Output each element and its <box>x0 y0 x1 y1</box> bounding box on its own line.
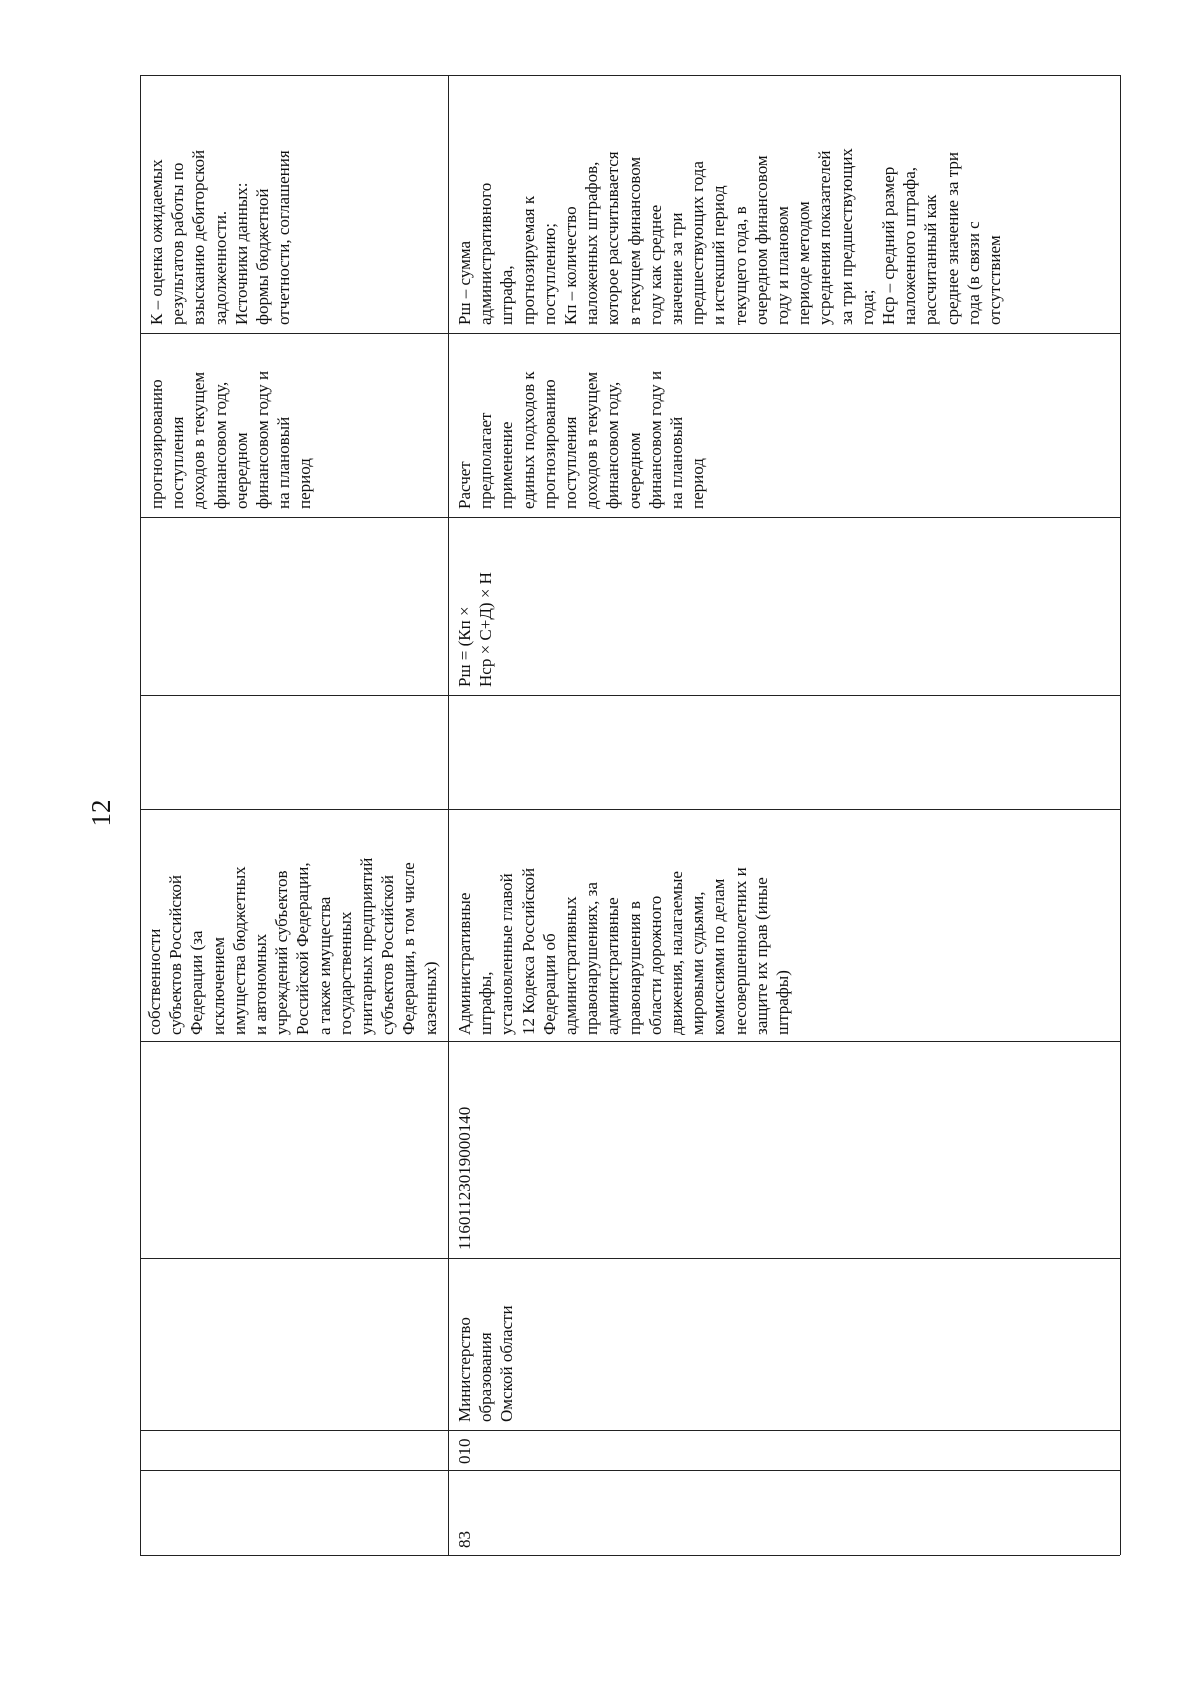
cell-algorithm <box>140 333 448 517</box>
cell-code-chapter <box>448 1430 1120 1470</box>
cell-text: 11601123019000140 <box>455 1106 474 1250</box>
cell-formula <box>140 517 448 695</box>
cell-name <box>448 809 1120 1041</box>
cell-text: 83 <box>455 1531 474 1548</box>
cell-description <box>140 75 448 333</box>
cell-text: Рш – сумма административного штрафа, прогнозируемая к поступлению; Кп – количество наложенных штрафов, которое рассчитывается в текущем финансовом году как среднее значение за три предшествующих года и истекший период текущего года, в очередном финансовом году и плановом периоде методом усреднения показателей за три предшествующих года; Нср – средний размер наложенного штрафа, рассчитанный как среднее значение за три года (в связи с отсутствием <box>455 148 1005 325</box>
cell-admin <box>140 1258 448 1430</box>
table-border-bottom <box>140 1555 1120 1556</box>
cell-text: 010 <box>455 1438 474 1464</box>
cell-description <box>448 75 1120 333</box>
table-border-right <box>1120 75 1121 1555</box>
cell-text: прогнозированию поступления доходов в текущем финансовом году, очередном финансовом году и на плановый период <box>147 370 315 509</box>
cell-num <box>140 1470 448 1555</box>
cell-num <box>448 1470 1120 1555</box>
cell-text: Расчет предполагает применение единых подходов к прогнозированию поступления доходов в текущем финансовом году, очередном финансовом году и на плановый период <box>455 370 708 509</box>
cell-method <box>140 695 448 809</box>
cell-text: Административные штрафы, установленные главой 12 Кодекса Российской Федерации об административных правонарушениях, за административные правонарушения в области дорожного движения, налагаемые мировыми судьями, комиссиями по делам несовершеннолетних и защите их прав (иные штрафы) <box>455 867 793 1035</box>
cell-code-chapter <box>140 1430 448 1470</box>
page-number: 12 <box>86 799 116 827</box>
cell-formula <box>448 517 1120 695</box>
cell-kbk <box>448 1041 1120 1258</box>
cell-text: Министерство образования Омской области <box>455 1305 517 1422</box>
cell-name <box>140 809 448 1041</box>
cell-method <box>448 695 1120 809</box>
cell-kbk <box>140 1041 448 1258</box>
revenue-forecast-table <box>140 75 1120 1555</box>
cell-text: Рш = (Кп × Нср × С+Д) × Н <box>455 572 496 687</box>
cell-admin <box>448 1258 1120 1430</box>
cell-algorithm <box>448 333 1120 517</box>
cell-text: собственности субъектов Российской Федерации (за исключением имущества бюджетных и автономных учреждений субъектов Российской Федерации, а также имущества государственных унитарных предприятий субъектов Российской Федерации, в том числе казенных) <box>145 857 440 1035</box>
cell-text: К – оценка ожидаемых результатов работы по взысканию дебиторской задолженности. Источники данных: формы бюджетной отчетности, соглашения <box>147 149 294 325</box>
